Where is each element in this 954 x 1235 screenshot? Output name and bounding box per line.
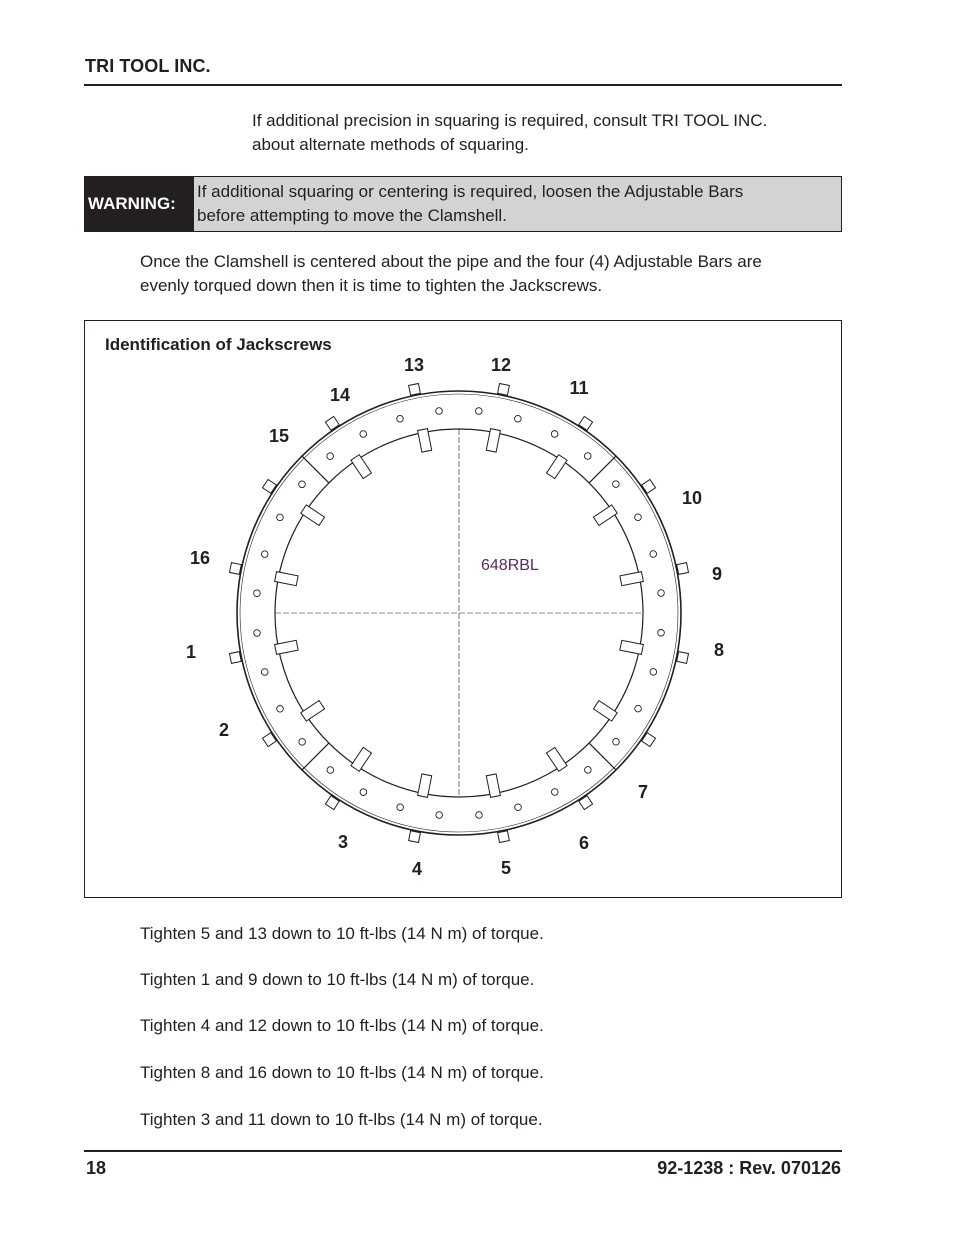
jackscrew-label-14: 14 bbox=[329, 385, 351, 405]
bolt-hole bbox=[476, 408, 483, 415]
bolt-hole bbox=[635, 705, 642, 712]
bolt-hole bbox=[585, 767, 592, 774]
bolt-hole bbox=[584, 453, 591, 460]
jackscrew-label-4: 4 bbox=[411, 859, 423, 879]
jackscrew-label-16: 16 bbox=[189, 548, 211, 568]
bolt-hole bbox=[277, 705, 284, 712]
warning-line-1: If additional squaring or centering is required, loosen the Adjustable Bars bbox=[197, 182, 744, 201]
bolt-hole bbox=[613, 738, 620, 745]
bolt-hole bbox=[277, 514, 284, 521]
jackscrew-outer-tab bbox=[409, 384, 421, 396]
clamshell-ring-drawing bbox=[230, 384, 689, 843]
warning-label: WARNING: bbox=[85, 177, 194, 231]
intro-line-1: If additional precision in squaring is required, consult TRI TOOL INC. bbox=[252, 111, 768, 130]
step-4: Tighten 8 and 16 down to 10 ft-lbs (14 N m) of torque. bbox=[140, 1063, 544, 1082]
segment-split-line bbox=[302, 456, 329, 483]
jackscrew-inner-pad bbox=[418, 429, 432, 453]
bolt-hole bbox=[515, 415, 522, 422]
jackscrew-outer-tab bbox=[409, 831, 421, 843]
jackscrew-label-1: 1 bbox=[185, 642, 197, 662]
bolt-hole bbox=[397, 804, 404, 811]
jackscrew-inner-pad bbox=[486, 774, 500, 798]
jackscrew-inner-pad bbox=[301, 701, 325, 722]
bolt-hole bbox=[613, 481, 620, 488]
body-line-1: Once the Clamshell is centered about the pipe and the four (4) Adjustable Bars are bbox=[140, 252, 762, 271]
bolt-hole bbox=[551, 789, 558, 796]
page-number: 18 bbox=[86, 1158, 107, 1178]
jackscrew-inner-pad bbox=[620, 572, 644, 586]
part-number-label: 648RBL bbox=[481, 557, 539, 574]
bolt-hole bbox=[261, 669, 268, 676]
bolt-hole bbox=[436, 408, 443, 415]
jackscrew-label-15: 15 bbox=[268, 426, 290, 446]
bolt-hole bbox=[261, 551, 268, 558]
bolt-hole bbox=[254, 630, 261, 637]
jackscrew-inner-pad bbox=[418, 774, 432, 798]
bolt-hole bbox=[476, 812, 483, 819]
jackscrew-outer-tab bbox=[230, 563, 242, 575]
bolt-hole bbox=[397, 415, 404, 422]
step-1: Tighten 5 and 13 down to 10 ft-lbs (14 N m) of torque. bbox=[140, 924, 544, 943]
intro-line-2: about alternate methods of squaring. bbox=[252, 135, 529, 154]
bolt-hole bbox=[515, 804, 522, 811]
jackscrew-label-6: 6 bbox=[578, 833, 590, 853]
jackscrew-inner-pad bbox=[486, 429, 500, 453]
bolt-hole bbox=[299, 481, 306, 488]
segment-split-line bbox=[589, 456, 616, 483]
jackscrew-label-5: 5 bbox=[500, 858, 512, 878]
jackscrew-inner-pad bbox=[351, 455, 372, 479]
segment-split-line bbox=[589, 743, 616, 770]
bolt-hole bbox=[254, 590, 261, 597]
jackscrew-outer-tab bbox=[498, 384, 510, 396]
jackscrew-label-10: 10 bbox=[681, 488, 703, 508]
jackscrew-inner-pad bbox=[547, 455, 568, 479]
step-3: Tighten 4 and 12 down to 10 ft-lbs (14 N m) of torque. bbox=[140, 1016, 544, 1035]
bolt-hole bbox=[360, 789, 367, 796]
bolt-hole bbox=[360, 431, 367, 438]
bolt-hole bbox=[327, 453, 334, 460]
jackscrew-inner-pad bbox=[275, 640, 299, 654]
jackscrew-label-13: 13 bbox=[403, 355, 425, 375]
jackscrew-label-12: 12 bbox=[490, 355, 512, 375]
bolt-hole bbox=[436, 812, 443, 819]
jackscrew-outer-tab bbox=[677, 652, 689, 664]
jackscrew-inner-pad bbox=[547, 747, 568, 771]
jackscrew-inner-pad bbox=[351, 747, 372, 771]
bolt-hole bbox=[635, 514, 642, 521]
jackscrew-inner-pad bbox=[301, 505, 325, 526]
jackscrew-label-3: 3 bbox=[337, 832, 349, 852]
segment-split-line bbox=[302, 743, 329, 770]
bolt-hole bbox=[327, 767, 334, 774]
step-2: Tighten 1 and 9 down to 10 ft-lbs (14 N m) of torque. bbox=[140, 970, 535, 989]
jackscrew-inner-pad bbox=[593, 505, 617, 526]
jackscrew-label-7: 7 bbox=[637, 782, 649, 802]
bolt-hole bbox=[658, 590, 665, 597]
bolt-hole bbox=[299, 739, 306, 746]
jackscrew-inner-pad bbox=[593, 701, 617, 722]
jackscrew-outer-tab bbox=[498, 831, 510, 843]
jackscrew-inner-pad bbox=[620, 640, 644, 654]
jackscrew-label-9: 9 bbox=[711, 564, 723, 584]
bolt-hole bbox=[650, 551, 657, 558]
footer-rule bbox=[84, 1150, 842, 1152]
jackscrew-label-8: 8 bbox=[713, 640, 725, 660]
bolt-hole bbox=[551, 431, 558, 438]
company-header: TRI TOOL INC. bbox=[85, 56, 211, 76]
jackscrew-outer-tab bbox=[230, 652, 242, 664]
body-line-2: evenly torqued down then it is time to tighten the Jackscrews. bbox=[140, 276, 603, 295]
jackscrew-inner-pad bbox=[275, 572, 299, 586]
doc-revision: 92-1238 : Rev. 070126 bbox=[657, 1158, 841, 1178]
jackscrew-label-2: 2 bbox=[218, 720, 230, 740]
bolt-hole bbox=[658, 630, 665, 637]
jackscrew-label-11: 11 bbox=[569, 378, 589, 398]
figure-title: Identification of Jackscrews bbox=[105, 335, 332, 354]
bolt-hole bbox=[650, 669, 657, 676]
jackscrew-outer-tab bbox=[677, 563, 689, 575]
step-5: Tighten 3 and 11 down to 10 ft-lbs (14 N m) of torque. bbox=[140, 1110, 543, 1129]
warning-line-2: before attempting to move the Clamshell. bbox=[197, 206, 507, 225]
